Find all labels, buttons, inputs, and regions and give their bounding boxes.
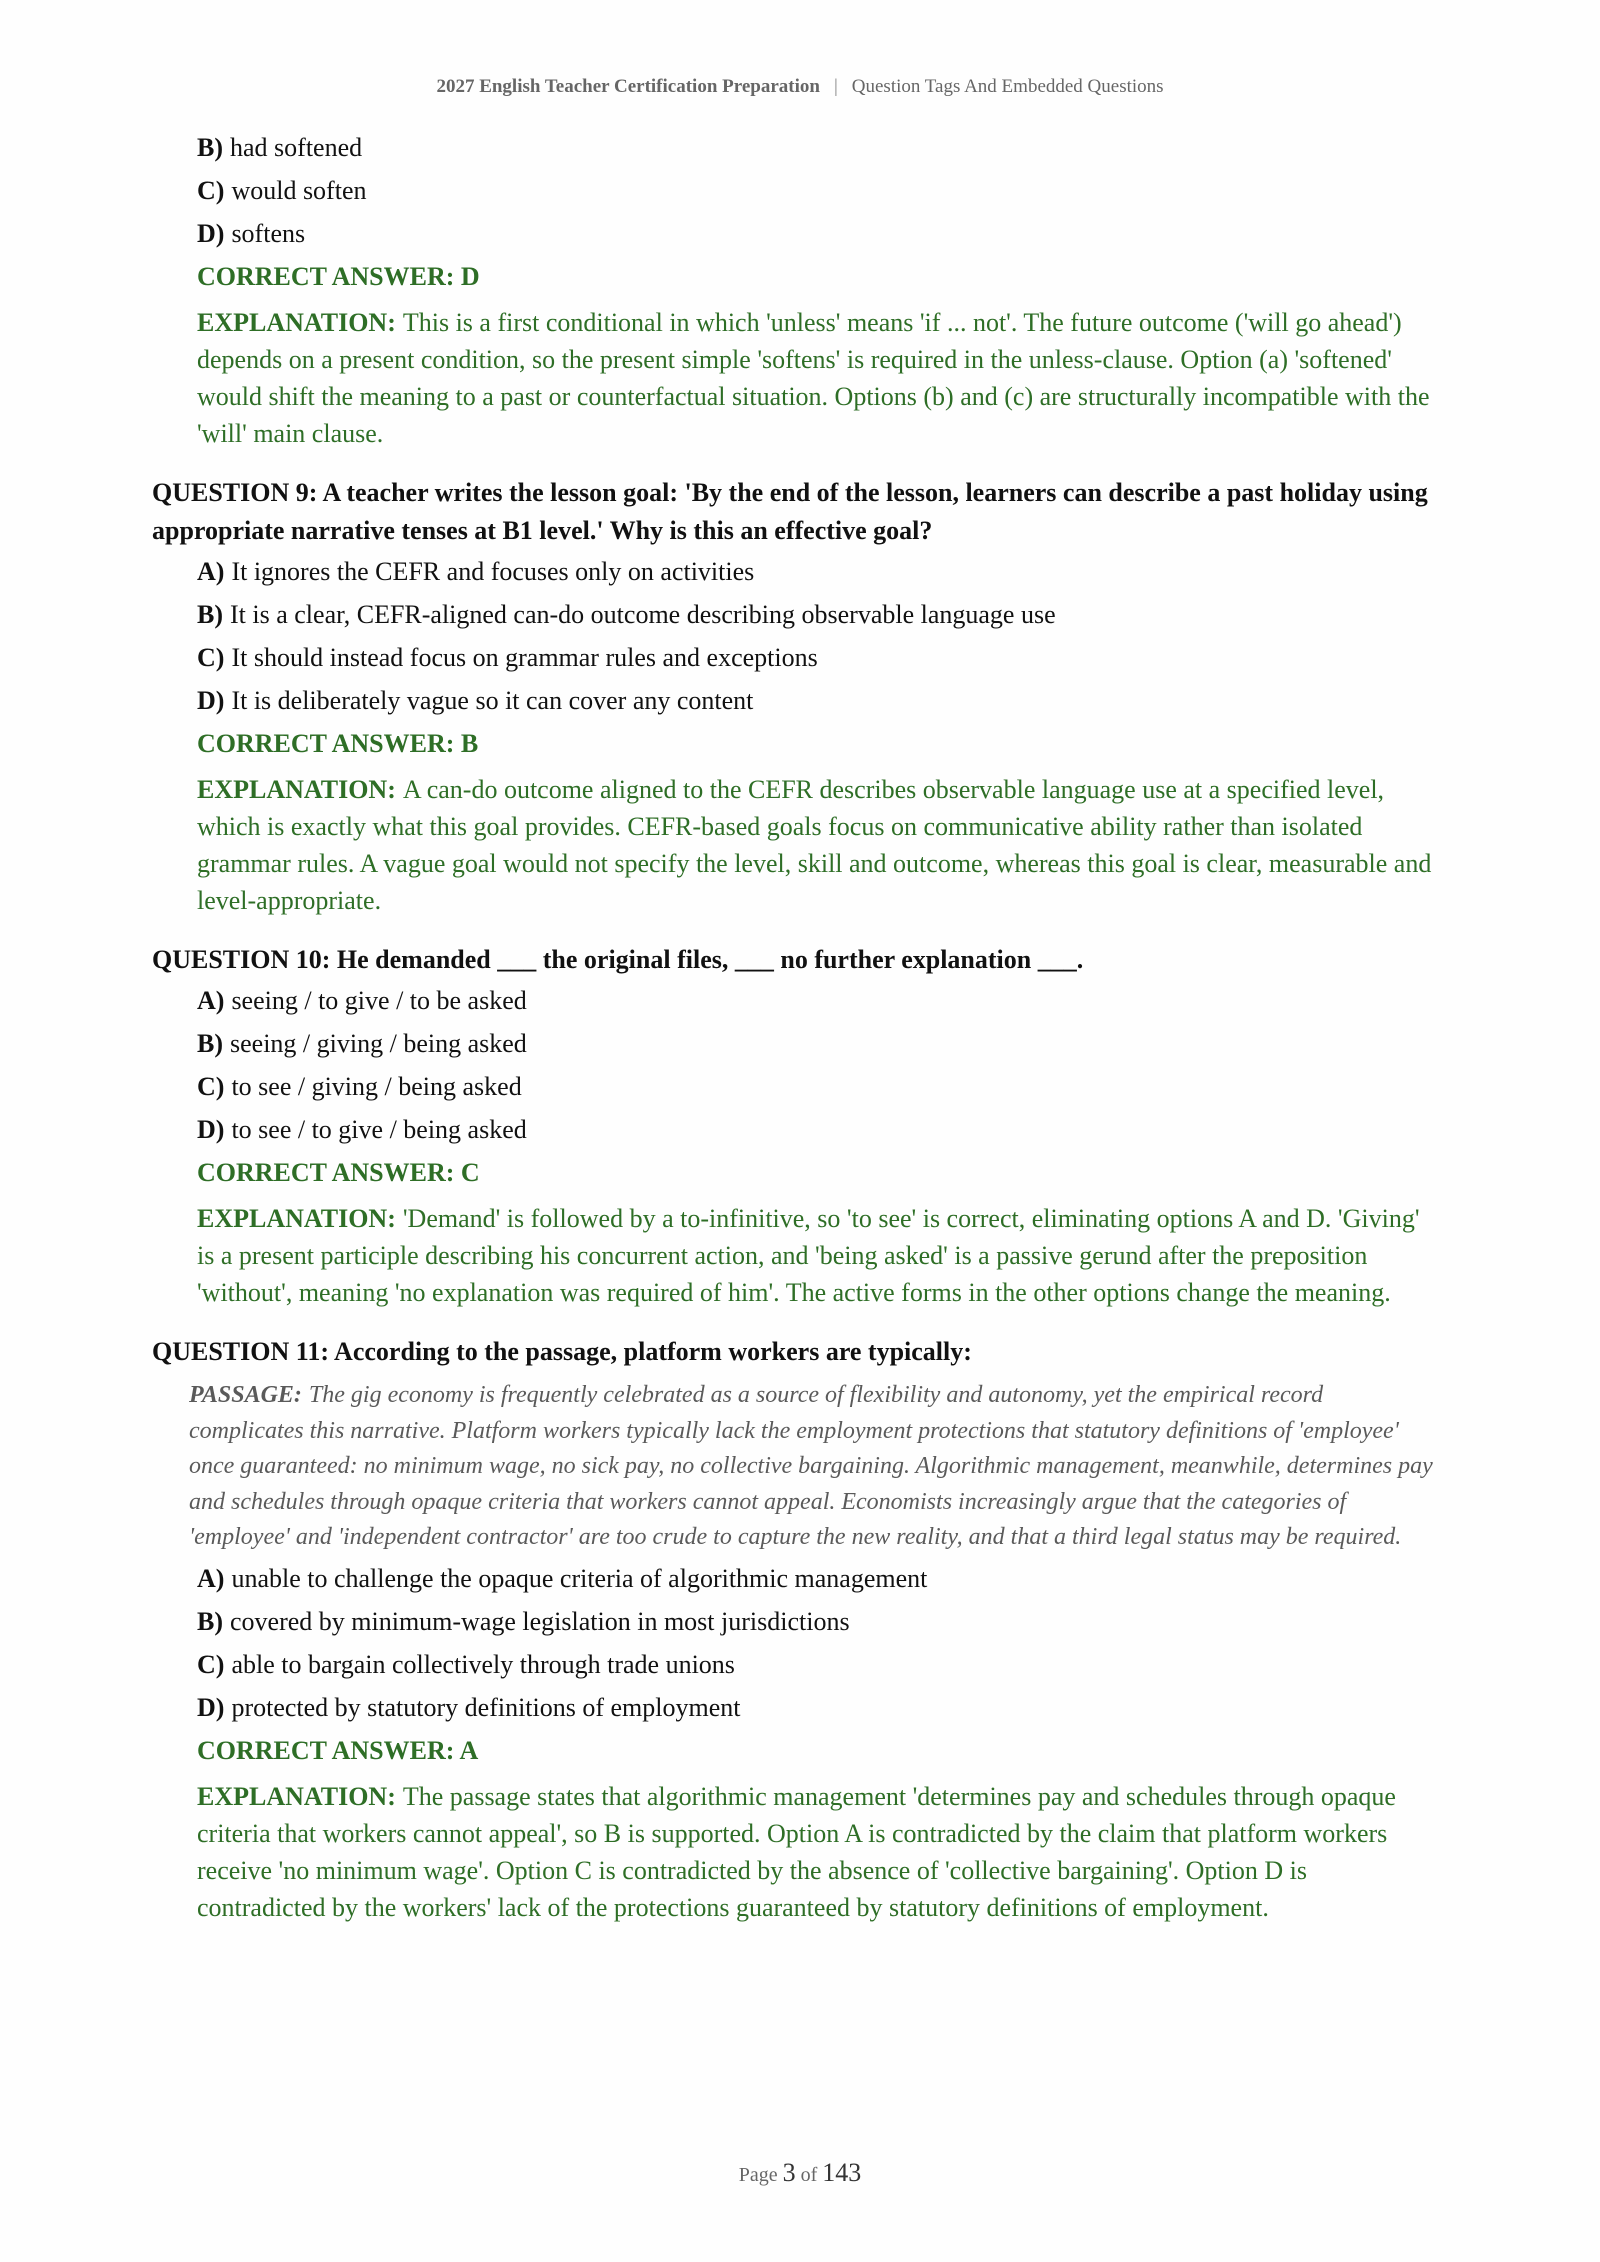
option-a <box>197 557 1434 587</box>
question-8-continued <box>152 133 1434 452</box>
option-text: It should instead focus on grammar rules and exceptions <box>231 643 818 672</box>
option-text: had softened <box>230 133 363 162</box>
option-letter: C) <box>197 643 225 672</box>
option-c <box>197 176 1434 206</box>
explanation <box>197 304 1434 452</box>
option-text: would soften <box>231 176 367 205</box>
option-d <box>197 1693 1434 1723</box>
option-letter: A) <box>197 557 225 586</box>
option-text: to see / giving / being asked <box>231 1072 522 1101</box>
book-title: 2027 English Teacher Certification Preparation <box>436 76 820 97</box>
explanation-text: 'Demand' is followed by a to-infinitive, so 'to see' is correct, eliminating options A and D. 'Giving' is a present participle describing his concurrent action, and 'being asked' is a passive gerund after the preposition 'without', meaning 'no explanation was required of him'. The active forms in the other options change the meaning. <box>197 1204 1420 1307</box>
explanation-label: EXPLANATION: <box>197 775 396 804</box>
question-10 <box>152 941 1434 1311</box>
option-letter: D) <box>197 219 225 248</box>
of-word: of <box>800 2164 818 2186</box>
explanation-text: The passage states that algorithmic management 'determines pay and schedules through opaque criteria that workers cannot appeal', so B is supported. Option A is contradicted by the claim that platform workers receive 'no minimum wage'. Option C is contradicted by the absence of 'collective bargaining'. Option D is contradicted by the workers' lack of the protections guaranteed by statutory definitions of employment. <box>197 1781 1396 1922</box>
question-stem: QUESTION 10: He demanded ___ the original files, ___ no further explanation ___. <box>152 945 1084 974</box>
option-letter: B) <box>197 600 223 629</box>
option-c <box>197 643 1434 673</box>
explanation <box>197 1778 1434 1926</box>
section-title: Question Tags And Embedded Questions <box>851 76 1164 97</box>
option-letter: C) <box>197 176 225 205</box>
running-header <box>0 76 1600 98</box>
total-pages: 143 <box>822 2158 862 2187</box>
option-b <box>197 600 1434 630</box>
correct-answer: CORRECT ANSWER: D <box>197 262 480 291</box>
page-footer <box>0 2158 1600 2188</box>
correct-answer: CORRECT ANSWER: A <box>197 1735 479 1765</box>
option-d <box>197 686 1434 716</box>
option-a <box>197 986 1434 1016</box>
option-text: softens <box>231 219 306 248</box>
correct-answer: CORRECT ANSWER: B <box>197 729 479 758</box>
option-letter: B) <box>197 1029 223 1058</box>
explanation-label: EXPLANATION: <box>197 308 396 337</box>
option-text: able to bargain collectively through trade unions <box>231 1649 735 1679</box>
option-letter: A) <box>197 1563 225 1593</box>
question-stem: QUESTION 9: A teacher writes the lesson goal: 'By the end of the lesson, learners can describe a past holiday using appropriate narrative tenses at B1 level.' Why is this an effective goal? <box>152 478 1428 545</box>
option-letter: D) <box>197 1692 225 1722</box>
option-d <box>197 1115 1434 1145</box>
passage-text: The gig economy is frequently celebrated as a source of flexibility and autonomy, yet the empirical record complicates this narrative. Platform workers typically lack the employment protections that statutory definitions of 'employee' once guaranteed: no minimum wage, no sick pay, no collective bargaining. Algorithmic management, meanwhile, determines pay and schedules through opaque criteria that workers cannot appeal. Economists increasingly argue that the categories of 'employee' and 'independent contractor' are too crude to capture the new reality, and that a third legal status may be required. <box>189 1382 1433 1550</box>
question-9 <box>152 474 1434 919</box>
option-a <box>197 1564 1434 1594</box>
explanation <box>197 771 1434 919</box>
header-separator: | <box>833 76 838 97</box>
explanation <box>197 1200 1434 1311</box>
option-text: to see / to give / being asked <box>231 1115 527 1144</box>
explanation-label: EXPLANATION: <box>197 1204 396 1233</box>
option-c <box>197 1650 1434 1680</box>
option-text: seeing / giving / being asked <box>230 1029 527 1058</box>
option-text: It is a clear, CEFR-aligned can-do outcome describing observable language use <box>230 600 1056 629</box>
option-text: covered by minimum-wage legislation in most jurisdictions <box>230 1606 850 1636</box>
explanation-text: A can-do outcome aligned to the CEFR describes observable language use at a specified level, which is exactly what this goal provides. CEFR-based goals focus on communicative ability rather than isolated grammar rules. A vague goal would not specify the level, skill and outcome, whereas this goal is clear, measurable and level-appropriate. <box>197 775 1432 915</box>
option-d <box>197 219 1434 249</box>
correct-answer: CORRECT ANSWER: C <box>197 1158 480 1187</box>
option-text: It is deliberately vague so it can cover any content <box>231 686 754 715</box>
option-text: It ignores the CEFR and focuses only on activities <box>231 557 755 586</box>
page-content <box>152 133 1434 1948</box>
explanation-label: EXPLANATION: <box>197 1781 396 1811</box>
reading-passage <box>189 1378 1434 1556</box>
passage-label: PASSAGE: <box>189 1382 302 1408</box>
option-letter: B) <box>197 1606 223 1636</box>
page-word: Page <box>738 2164 778 2186</box>
option-letter: C) <box>197 1649 225 1679</box>
option-letter: C) <box>197 1072 225 1101</box>
question-stem: QUESTION 11: According to the passage, platform workers are typically: <box>152 1337 972 1366</box>
option-text: protected by statutory definitions of employment <box>231 1692 741 1722</box>
option-b <box>197 1029 1434 1059</box>
explanation-text: This is a first conditional in which 'unless' means 'if ... not'. The future outcome ('will go ahead') depends on a present condition, so the present simple 'softens' is required in the unless-clause. Option (a) 'softened' would shift the meaning to a past or counterfactual situation. Options (b) and (c) are structurally incompatible with the 'will' main clause. <box>197 308 1430 448</box>
page-number: 3 <box>782 2158 796 2187</box>
option-b <box>197 1607 1434 1637</box>
option-text: seeing / to give / to be asked <box>231 986 527 1015</box>
option-letter: D) <box>197 686 225 715</box>
option-b <box>197 133 1434 163</box>
option-c <box>197 1072 1434 1102</box>
option-letter: A) <box>197 986 225 1015</box>
option-letter: B) <box>197 133 223 162</box>
option-text: unable to challenge the opaque criteria of algorithmic management <box>231 1563 928 1593</box>
option-letter: D) <box>197 1115 225 1144</box>
question-11 <box>152 1333 1434 1926</box>
